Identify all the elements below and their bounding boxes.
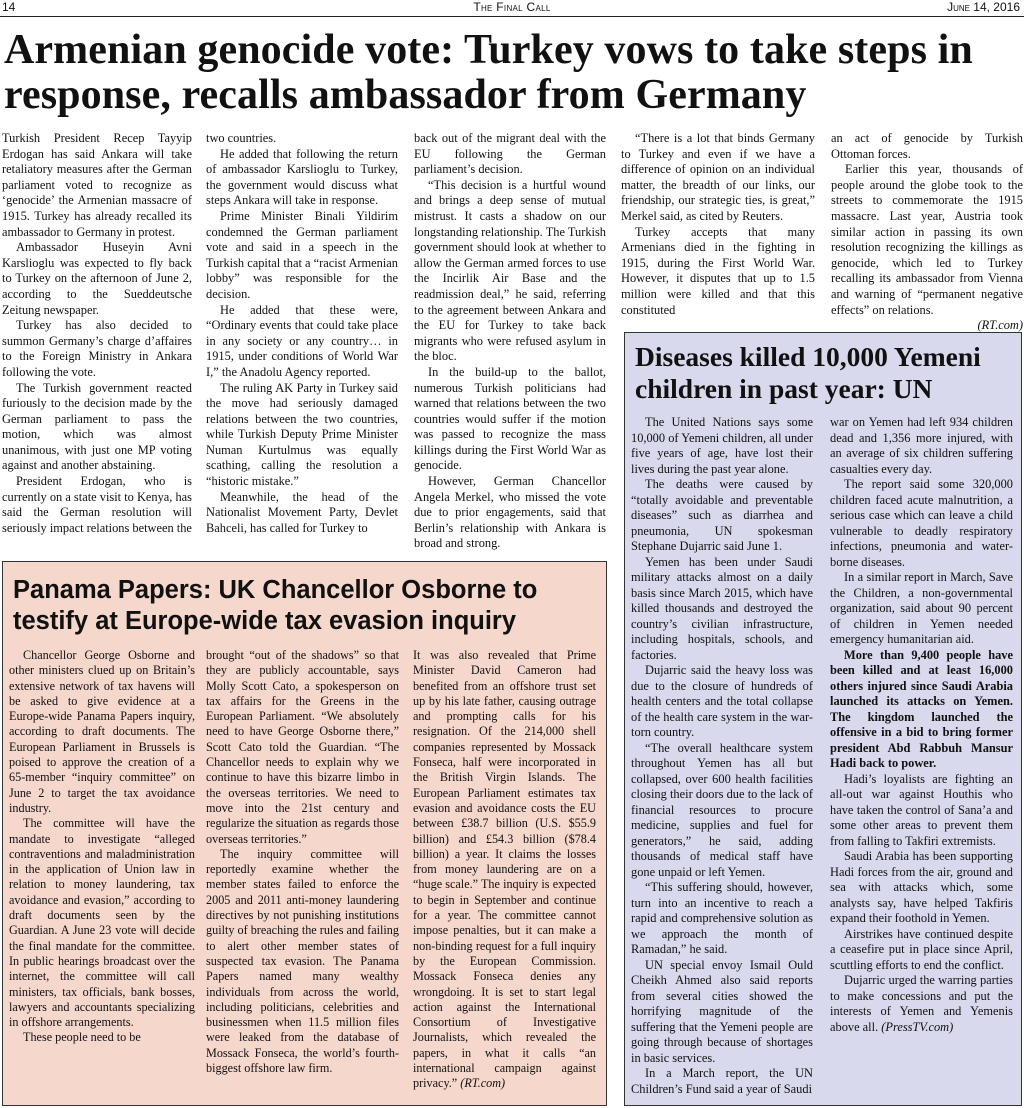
paragraph: Chancellor George Osborne and other ministers clued up on Britain’s extensive network of tax havens will be asked to give evidence at a Europe-wide Panama Papers inquiry, according to draft documents. The European Parliament in Brussels is poised to approve the creation of a 65-member “inquiry committee” on June 2 to target the tax avoidance industry. [9,648,195,815]
yemen-story-box [624,332,1022,1106]
paragraph: He added that these were, “Ordinary events that could take place in any society or any country… in 1915, under conditions of World War I,” the Anadolu Agency reported. [206,302,398,379]
paragraph: war on Yemen had left 934 children dead and 1,356 more injured, with an average of six children suffering casualties every day. [830,415,1013,476]
paragraph: back out of the migrant deal with the EU following the German parliament’s decision. [414,131,606,177]
paragraph: The ruling AK Party in Turkey said the move had seriously damaged relations between the two countries, while Turkish Deputy Prime Minister Numan Kurtulmus was equally scathing, calling the resolution a “historic mistake.” [206,380,398,489]
paragraph: Yemen has been under Saudi military attacks almost on a daily basis since March 2015, which have killed thousands and destroyed the country’s civilian infrastructure, including hospitals, schools, and factories. [631,554,813,662]
paragraph: “This suffering should, however, turn into an incentive to reach a rapid and comprehensive solution as we approach the month of Ramadan,” he said. [631,880,813,956]
yemen-credit: (PressTV.com) [881,1019,954,1034]
panama-headline: Panama Papers: UK Chancellor Osborne to testify at Europe-wide tax evasion inquiry [13,576,538,635]
paragraph: two countries. [206,131,277,145]
paragraph-bold: More than 9,400 people have been killed and at least 16,000 others injured since Saudi Arabia launched its attacks on Yemen. The kingdom launched the offensive in a bid to bring former president Abd Rabbuh Mansur Hadi back to power. [830,647,1013,770]
yemen-headline: Diseases killed 10,000 Yemeni children in past year: UN [635,341,981,404]
panama-column-1 [9,648,195,1046]
main-column-4 [621,131,815,318]
main-headline: Armenian genocide vote: Turkey vows to take steps in response, recalls ambassador from Germany [4,27,973,118]
paragraph: In the build-up to the ballot, numerous Turkish politicians had warned that relations between the two countries would suffer if the motion was passed to recognize the mass killings during the First World War as genocide. [414,364,606,473]
paragraph: The United Nations says some 10,000 of Yemeni children, all under five years of age, have lost their lives during the past year alone. [631,415,813,476]
panama-column-3 [413,648,596,1092]
yemen-column-2 [830,415,1013,1035]
panama-column-2 [206,648,399,1076]
paragraph: Earlier this year, thousands of people around the globe took to the streets to commemorate the 1915 massacre. Last year, Austria took similar action in passing its own resolution recognizing the killings as genocide, which led to Turkey recalling its ambassador from Vienna and warning of “permanent negative effects” on relations. [831,162,1023,317]
main-column-2 [206,131,398,536]
paragraph: UN special envoy Ismail Ould Cheikh Ahmed also said reports from several cities showed the horrifying magnitude of the suffering that the Yemeni people are going through because of shortages in basic services. [631,957,813,1065]
paragraph: In a similar report in March, Save the Children, a non-governmental organization, said about 90 percent of children in Yemen needed emergency humanitarian aid. [830,570,1013,646]
paragraph: President Erdogan, who is currently on a state visit to Kenya, has said the German resolution will seriously impact relations between the [2,474,192,535]
panama-credit: (RT.com) [460,1076,506,1091]
issue-date: June 14, 2016 [947,0,1020,14]
paragraph: brought “out of the shadows” so that they are publicly accountable, says Molly Scott Cato, a spokesperson on tax affairs for the Greens in the European Parliament. “We absolutely need to have George Osborne there,” Scott Cato told the Guardian. “The Chancellor needs to explain why we continue to have this bizarre limbo in the overseas territories. We need to move into the 21st century and regularize the situation as regards those overseas territories.” [206,648,399,846]
paragraph: “This decision is a hurtful wound and brings a deep sense of mutual mistrust. It casts a shadow on our longstanding relationship. The Turkish government should look at whether to allow the German armed forces to use the Incirlik Air Base and the readmission deal,” he said, referring to the agreement between Ankara and the EU for Turkey to take back migrants who were refused asylum in the bloc. [414,177,606,364]
paragraph: Dujarric said the heavy loss was due to the closure of hundreds of health centers and the total collapse of the health care system in the war-torn country. [631,663,813,739]
running-header [0,0,1024,17]
paragraph: Meanwhile, the head of the Nationalist Movement Party, Devlet Bahceli, has called for Turkey to [206,489,398,535]
panama-story-box [2,561,607,1106]
paragraph: In a March report, the UN Children’s Fund said a year of Saudi [631,1066,813,1096]
paragraph: Turkish President Recep Tayyip Erdogan has said Ankara will take retaliatory measures after the German parliament voted to recognize as ‘genocide’ the Armenian massacre of 1915. Turkey has already recalled its ambassador to Germany in protest. [2,131,192,239]
paragraph: He added that following the return of ambassador Karslioglu to Turkey, the government would discuss what steps Ankara will take in response. [206,146,398,208]
paragraph: The Turkish government reacted furiously to the decision made by the German parliament to pass the motion, which was almost unanimous, with just one MP voting against and another abstaining. [2,380,192,473]
paragraph: Airstrikes have continued despite a ceasefire put in place since April, scuttling efforts to end the conflict. [830,926,1013,972]
paragraph: However, German Chancellor Angela Merkel, who missed the vote due to prior engagements, said that Berlin’s relationship with Ankara is broad and strong. [414,474,606,551]
paragraph: The report said some 320,000 children faced acute malnutrition, a serious case which can leave a child vulnerable to deadly respiratory infections, pneumonia and water-borne diseases. [830,477,1013,569]
paragraph: It was also revealed that Prime Minister David Cameron had benefited from an offshore trust set up by his late father, causing outrage and prompting calls for his resignation. Of the 214,000 shell companies represented by Mossack Fonseca, half were incorporated in the British Virgin Islands. The European Parliament estimates tax evasion and avoidance costs the EU between £38.7 billion (U.S. $55.9 billion) and £54.3 billion ($78.4 billion) a year. It claims the losses from money laundering are on a “huge scale.” The inquiry is expected to begin in September and continue for a year. The committee cannot impose penalties, but it can make a non-binding request for a full inquiry by the European Commission. Mossack Fonseca denies any wrongdoing. It is set to start legal action against the International Consortium of Investigative Journalists, which revealed the papers, in what it calls “an international campaign against privacy.” [413,648,596,1091]
paragraph: “The overall healthcare system throughout Yemen has all but collapsed, over 600 health facilities closing their doors due to the lack of financial resources to procure medicine, supplies and fuel for generators,” he said, adding thousands of medical staff have gone unpaid or left Yemen. [631,740,813,879]
newspaper-name: The Final Call [473,0,551,14]
main-column-5 [831,131,1023,334]
main-column-3 [414,131,606,552]
page-number: 14 [2,0,16,14]
paragraph: “There is a lot that binds Germany to Turkey and even if we have a difference of opinion on an individual matter, the breadth of our links, our friendship, our strategic ties, is great,” Merkel said, as cited by Reuters. [621,131,815,223]
paragraph: an act of genocide by Turkish Ottoman forces. [831,131,1023,161]
paragraph: The committee will have the mandate to investigate “alleged contraventions and maladministration in the application of Union law in relation to money laundering, tax avoidance and evasion,” according to draft documents seen by the Guardian. A June 23 vote will decide the final mandate for the committee. In public hearings broadcast over the internet, the committee will call ministers, tax officials, bank bosses, lawyers and accountants specializing in offshore arrangements. [9,816,195,1030]
main-column-1 [2,131,192,536]
paragraph: These people need to be [23,1030,141,1045]
paragraph: Prime Minister Binali Yildirim condemned the German parliament vote and said in a speech in the Turkish capital that a “racist Armenian lobby” was responsible for the decision. [206,208,398,301]
paragraph: The inquiry committee will reportedly examine whether the member states failed to enforce the 2005 and 2011 anti-money laundering directives by not punishing institutions guilty of breaching the rules and failing to alert other member states of suspected tax evasion. The Panama Papers named many wealthy individuals from across the world, including politicians, celebrities and businessmen when 11.5 million files were leaked from the database of Mossack Fonseca, the world’s fourth-biggest offshore law firm. [206,846,399,1076]
paragraph: Turkey has also decided to summon Germany’s charge d’affaires to the Foreign Ministry in Ankara following the vote. [2,318,192,379]
yemen-column-1 [631,415,813,1097]
paragraph: Ambassador Huseyin Avni Karslioglu was expected to fly back to Turkey on the afternoon of June 2, according to the Sueddeutsche Zeitung newspaper. [2,240,192,317]
paragraph: Turkey accepts that many Armenians died in the fighting in 1915, during the First World War. However, it disputes that up to 1.5 million were killed and that this constituted [621,224,815,317]
main-credit: (RT.com) [977,318,1023,333]
paragraph: The deaths were caused by “totally avoidable and preventable diseases” such as diarrhea and pneumonia, UN spokesman Stephane Dujarric said June 1. [631,477,813,553]
paragraph: Hadi’s loyalists are fighting an all-out war against Houthis who have taken the control of Sana’a and some other areas to prevent them from falling to Takfiri extremists. [830,771,1013,848]
paragraph: Dujarric urged the warring parties to make concessions and put the interests of Yemen and Yemenis above all. [830,973,1013,1034]
paragraph: Saudi Arabia has been supporting Hadi forces from the air, ground and sea with attacks which, some analysts say, have helped Takfiris expand their foothold in Yemen. [830,849,1013,925]
